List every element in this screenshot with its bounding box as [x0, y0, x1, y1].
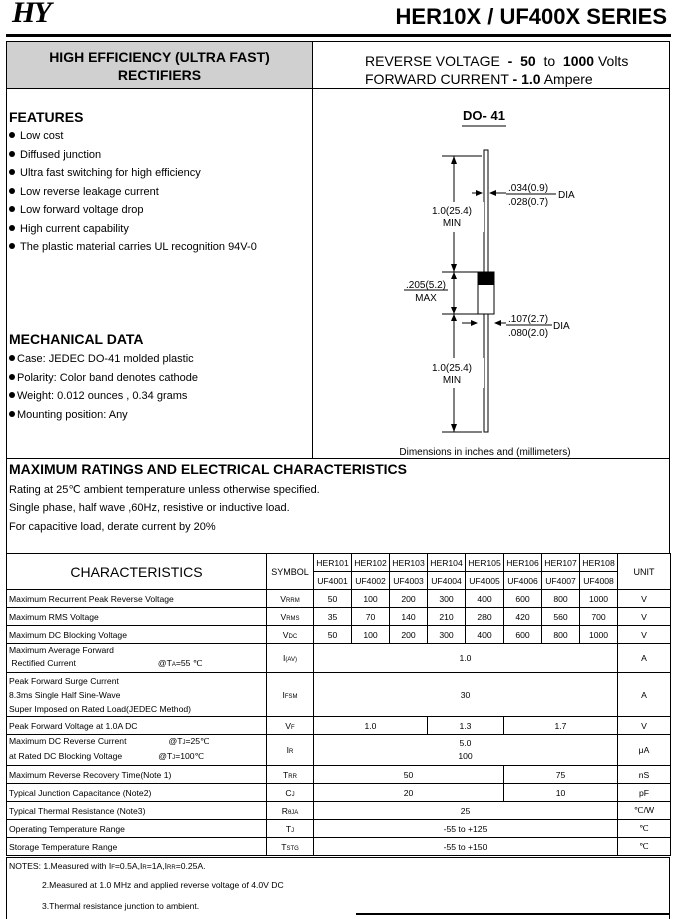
- dimensions-caption: Dimensions in inches and (millimeters): [399, 447, 571, 458]
- table-cell: 100: [352, 590, 390, 608]
- param-label: Maximum RMS Voltage: [7, 608, 267, 626]
- top-lead-length: 1.0(25.4): [431, 206, 473, 217]
- param-symbol: TSTG: [267, 838, 314, 856]
- feature-item: Ultra fast switching for high efficiency: [9, 164, 257, 183]
- param-label: Storage Temperature Range: [7, 838, 267, 856]
- table-row-vf: [7, 717, 671, 735]
- feature-item: The plastic material carries UL recognition 94V-0: [9, 238, 257, 257]
- do41-package-diagram: [312, 88, 670, 459]
- part-her105: HER105: [466, 554, 504, 572]
- param-label: Typical Thermal Resistance (Note3): [7, 802, 267, 820]
- table-row-trr: [7, 766, 671, 784]
- feature-item: High current capability: [9, 220, 257, 239]
- part-uf4007: UF4007: [542, 572, 580, 590]
- body-dia-max: .107(2.7): [508, 314, 549, 325]
- mechanical-list: [9, 350, 198, 424]
- table-cell: 420: [504, 608, 542, 626]
- product-type-box: [6, 41, 313, 89]
- feature-item: Low reverse leakage current: [9, 183, 257, 202]
- bottom-lead: [484, 314, 488, 432]
- table-cell: 50: [314, 590, 352, 608]
- ratings-title: MAXIMUM RATINGS AND ELECTRICAL CHARACTERISTICS: [9, 461, 407, 477]
- feature-item: Diffused junction: [9, 146, 257, 165]
- rating-condition-line: Rating at 25℃ ambient temperature unless otherwise specified.: [9, 484, 320, 496]
- param-symbol: TRR: [267, 766, 314, 784]
- table-cell: 560: [542, 608, 580, 626]
- feature-item: Low cost: [9, 127, 257, 146]
- product-type-line1: HIGH EFFICIENCY (ULTRA FAST): [49, 49, 270, 65]
- fc-unit: Ampere: [543, 71, 593, 87]
- note-1: NOTES: 1.Measured with IF=0.5A,IR=1A,IRR=0.25A.: [9, 861, 206, 871]
- table-cell: 1000: [580, 590, 618, 608]
- table-row-vrrm: [7, 590, 671, 608]
- param-symbol: TJ: [267, 820, 314, 838]
- part-uf4008: UF4008: [580, 572, 618, 590]
- param-symbol: RθJA: [267, 802, 314, 820]
- table-cell: -55 to +150: [314, 838, 618, 856]
- mechanical-item: Mounting position: Any: [9, 406, 198, 425]
- rv-dash: -: [507, 53, 513, 69]
- param-label: Maximum Reverse Recovery Time(Note 1): [7, 766, 267, 784]
- param-symbol: VRRM: [267, 590, 314, 608]
- table-cell: 200: [390, 590, 428, 608]
- param-label: Typical Junction Capacitance (Note2): [7, 784, 267, 802]
- package-name: DO- 41: [463, 108, 505, 123]
- part-uf4002: UF4002: [352, 572, 390, 590]
- bottom-lead-length: 1.0(25.4): [431, 363, 473, 374]
- table-cell: 50: [314, 766, 504, 784]
- part-her102: HER102: [352, 554, 390, 572]
- table-row-cj: [7, 784, 671, 802]
- ratings-summary-box: [312, 41, 670, 89]
- table-cell: 10: [504, 784, 618, 802]
- header-symbol: SYMBOL: [267, 554, 314, 590]
- param-label: Maximum Recurrent Peak Reverse Voltage: [7, 590, 267, 608]
- footer-rule: [356, 913, 670, 915]
- table-row-ifsm: [7, 673, 671, 717]
- table-row-tj: [7, 820, 671, 838]
- table-cell: 400: [466, 590, 504, 608]
- part-her106: HER106: [504, 554, 542, 572]
- param-unit: pF: [618, 784, 671, 802]
- note-2: 2.Measured at 1.0 MHz and applied reverse voltage of 4.0V DC: [42, 880, 284, 890]
- param-unit: ℃: [618, 838, 671, 856]
- mechanical-item: Weight: 0.012 ounces , 0.34 grams: [9, 387, 198, 406]
- param-unit: A: [618, 644, 671, 673]
- table-cell: -55 to +125: [314, 820, 618, 838]
- features-list: [9, 127, 257, 257]
- rv-unit: Volts: [597, 53, 629, 69]
- lead-dia-max: .034(0.9): [508, 183, 549, 194]
- body-length: .205(5.2): [405, 280, 447, 291]
- param-unit: ℃: [618, 820, 671, 838]
- part-her103: HER103: [390, 554, 428, 572]
- part-her107: HER107: [542, 554, 580, 572]
- table-cell: 1000: [580, 626, 618, 644]
- param-label: Operating Temperature Range: [7, 820, 267, 838]
- param-symbol: VF: [267, 717, 314, 735]
- part-uf4006: UF4006: [504, 572, 542, 590]
- table-cell: 35: [314, 608, 352, 626]
- lead-dia-label: DIA: [558, 190, 575, 201]
- header-characteristics: CHARACTERISTICS: [7, 554, 267, 590]
- forward-current-line: [365, 70, 669, 88]
- product-type-line2: RECTIFIERS: [117, 67, 202, 83]
- characteristics-table: [6, 553, 671, 856]
- feature-item: Low forward voltage drop: [9, 201, 257, 220]
- part-her104: HER104: [428, 554, 466, 572]
- part-uf4001: UF4001: [314, 572, 352, 590]
- table-cell: 75: [504, 766, 618, 784]
- table-cell: 1.0: [314, 644, 618, 673]
- param-unit: V: [618, 608, 671, 626]
- table-cell: 1.0: [314, 717, 428, 735]
- reverse-voltage-line: [365, 52, 669, 70]
- body-length-max: MAX: [415, 293, 437, 304]
- rv-min: 50: [520, 53, 536, 69]
- table-cell: 1.3: [428, 717, 504, 735]
- rv-to: to: [543, 53, 556, 69]
- mechanical-title: MECHANICAL DATA: [9, 331, 144, 347]
- note-3: 3.Thermal resistance junction to ambient.: [42, 901, 200, 911]
- param-symbol: CJ: [267, 784, 314, 802]
- table-cell: 600: [504, 626, 542, 644]
- mechanical-item: Polarity: Color band denotes cathode: [9, 369, 198, 388]
- top-lead-min: MIN: [442, 218, 462, 229]
- rating-condition-line: For capacitive load, derate current by 20%: [9, 520, 216, 533]
- rating-condition-line: Single phase, half wave ,60Hz, resistive or inductive load.: [9, 502, 290, 515]
- table-cell: 800: [542, 590, 580, 608]
- table-cell: 800: [542, 626, 580, 644]
- table-row-vrms: [7, 608, 671, 626]
- part-uf4005: UF4005: [466, 572, 504, 590]
- rv-label: REVERSE VOLTAGE: [365, 53, 500, 69]
- param-label: Peak Forward Voltage at 1.0A DC: [7, 717, 267, 735]
- param-label: Peak Forward Surge Current 8.3ms Single Half Sine-Wave Super Imposed on Rated Load(JEDEC Method): [7, 673, 267, 717]
- table-cell: 25: [314, 802, 618, 820]
- table-cell: 300: [428, 626, 466, 644]
- param-symbol: I(AV): [267, 644, 314, 673]
- top-lead: [484, 150, 488, 272]
- table-row-vdc: [7, 626, 671, 644]
- param-unit: μA: [618, 735, 671, 766]
- table-row-tstg: [7, 838, 671, 856]
- ratings-conditions: [9, 481, 320, 536]
- fc-label: FORWARD CURRENT: [365, 71, 509, 87]
- table-row-iav: [7, 644, 671, 673]
- table-cell: 140: [390, 608, 428, 626]
- table-cell: 100: [352, 626, 390, 644]
- bottom-lead-min: MIN: [442, 375, 462, 386]
- features-title: FEATURES: [9, 109, 84, 125]
- table-cell: 400: [466, 626, 504, 644]
- part-uf4004: UF4004: [428, 572, 466, 590]
- param-label: Maximum DC Blocking Voltage: [7, 626, 267, 644]
- table-cell: 50: [314, 626, 352, 644]
- param-unit: nS: [618, 766, 671, 784]
- rv-max: 1000: [562, 53, 595, 69]
- param-unit: V: [618, 717, 671, 735]
- cathode-band: [478, 272, 494, 285]
- table-cell: 70: [352, 608, 390, 626]
- param-unit: V: [618, 590, 671, 608]
- body-dia-label: DIA: [553, 321, 570, 332]
- table-cell: 700: [580, 608, 618, 626]
- table-cell: 1.7: [504, 717, 618, 735]
- table-row-rth: [7, 802, 671, 820]
- param-symbol: IFSM: [267, 673, 314, 717]
- company-logo: HY: [12, 0, 50, 29]
- body-dia-min: .080(2.0): [508, 328, 549, 339]
- table-cell: 280: [466, 608, 504, 626]
- fc-value: 1.0: [521, 71, 541, 87]
- table-cell: 30: [314, 673, 618, 717]
- param-symbol: IR: [267, 735, 314, 766]
- table-cell: 300: [428, 590, 466, 608]
- param-label: Maximum DC Reverse Current @TJ=25℃ at Rated DC Blocking Voltage @TJ=100℃: [7, 735, 267, 766]
- header-unit: UNIT: [618, 554, 671, 590]
- param-symbol: VRMS: [267, 608, 314, 626]
- table-header-row: [7, 554, 671, 572]
- param-symbol: VDC: [267, 626, 314, 644]
- series-title: HER10X / UF400X SERIES: [395, 4, 667, 29]
- part-her108: HER108: [580, 554, 618, 572]
- param-unit: ℃/W: [618, 802, 671, 820]
- fc-dash: -: [512, 71, 518, 87]
- table-row-ir: [7, 735, 671, 766]
- mechanical-item: Case: JEDEC DO-41 molded plastic: [9, 350, 198, 369]
- param-label: Maximum Average Forward Rectified Current @TA=55 ℃: [7, 644, 267, 673]
- param-unit: V: [618, 626, 671, 644]
- header-rule: [6, 34, 671, 37]
- lead-dia-min: .028(0.7): [508, 197, 549, 208]
- param-unit: A: [618, 673, 671, 717]
- part-uf4003: UF4003: [390, 572, 428, 590]
- table-cell: 200: [390, 626, 428, 644]
- table-cell: 20: [314, 784, 504, 802]
- table-cell: 210: [428, 608, 466, 626]
- table-cell: 5.0 100: [314, 735, 618, 766]
- part-her101: HER101: [314, 554, 352, 572]
- table-cell: 600: [504, 590, 542, 608]
